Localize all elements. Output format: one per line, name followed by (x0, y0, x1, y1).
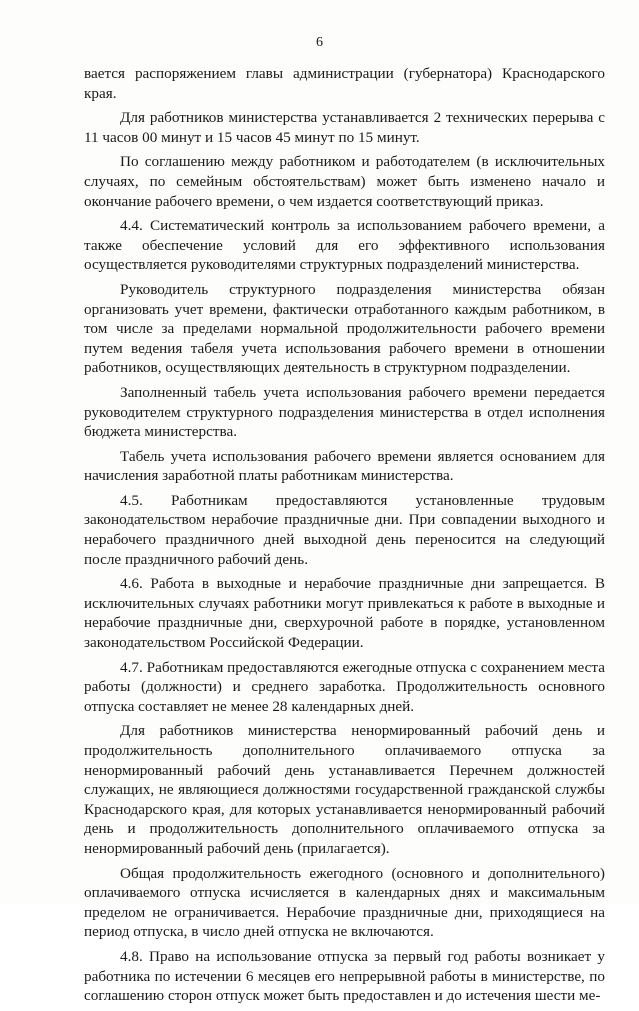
paragraph-4-8-first-year-leave: 4.8. Право на использование отпуска за первый год работы возникает у работника по истечении 6 месяцев его непрерывной работы в министерстве, по соглашению сторон отпуск может быть предоставлен и до истечения шести ме- (84, 947, 605, 1005)
paragraph-technical-breaks: Для работников министерства устанавливается 2 технических перерыва с 11 часов 00 минут и 15 часов 45 минут по 15 минут. (84, 109, 605, 146)
paragraph-timesheet-basis: Табель учета использования рабочего времени является основанием для начисления заработной платы работникам министерства. (84, 447, 605, 485)
page-number: 6 (316, 35, 323, 50)
paragraph-4-6-weekend-work: 4.6. Работа в выходные и нерабочие праздничные дни запрещается. В исключительных случаях работники могут привлекаться к работе в выходные и нерабочие праздничные дни, сверхурочной работе в порядке, установленном законодательством Российской Федерации. (84, 575, 605, 652)
paragraph-irregular-workday: Для работников министерства ненормированный рабочий день и продолжительность дополнительного оплачиваемого отпуска за ненормированный рабочий день устанавливается Перечнем должностей служащих, не являющиеся должностями государственной гражданской службы Краснодарского края, для которых устанавливается ненормированный рабочий день и продолжительность дополнительного оплачиваемого отпуска за ненормированный рабочий день (прилагается). (84, 722, 605, 857)
paragraph-4-5-holidays: 4.5. Работникам предоставляются установленные трудовым законодательством нерабочие праздничные дни. При совпадении выходного и нерабочего праздничного дней выходной день переносится на следующий после праздничного рабочий день. (84, 491, 605, 568)
paragraph-4-7-annual-leave: 4.7. Работникам предоставляются ежегодные отпуска с сохранением места работы (должности) и среднего заработка. Продолжительность основного отпуска составляет не менее 28 календарных дней. (84, 658, 605, 715)
document-body (84, 64, 605, 1011)
paragraph-continuation: вается распоряжением главы администрации (губернатора) Краснодарского края. (84, 65, 605, 102)
paragraph-total-leave: Общая продолжительность ежегодного (основного и дополнительного) оплачиваемого отпуска исчисляется в календарных днях и максимальным пределом не ограничивается. Нерабочие праздничные дни, приходящиеся на период отпуска, в число дней отпуска не включаются. (84, 864, 605, 941)
paragraph-time-accounting: Руководитель структурного подразделения министерства обязан организовать учет времени, фактически отработанного каждым работником, в том числе за пределами нормальной продолжительности рабочего времени путем ведения табеля учета использования рабочего времени в отношении работников, осуществляющих деятельность в структурном подразделении. (84, 280, 605, 377)
paragraph-timesheet-transfer: Заполненный табель учета использования рабочего времени передается руководителем структурного подразделения министерства в отдел исполнения бюджета министерства. (84, 383, 605, 441)
paragraph-schedule-change: По соглашению между работником и работодателем (в исключительных случаях, по семейным обстоятельствам) может быть изменено начало и окончание рабочего времени, о чем издается соответствующий приказ. (84, 153, 605, 210)
paragraph-4-4-control: 4.4. Систематический контроль за использованием рабочего времени, а также обеспечение условий для его эффективного использования осуществляется руководителями структурных подразделений министерства. (84, 217, 605, 274)
